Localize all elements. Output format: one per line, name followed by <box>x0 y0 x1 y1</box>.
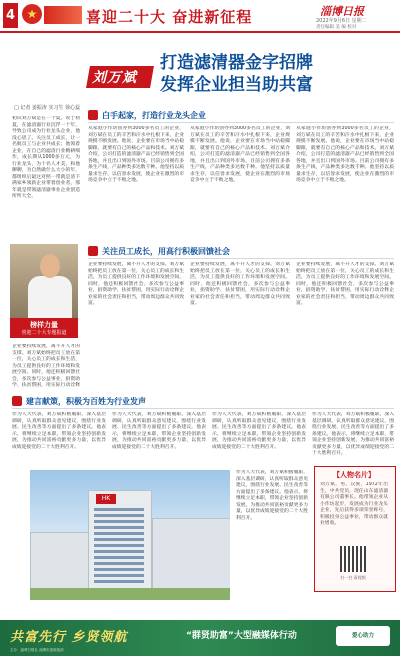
section-2-body-left: 企业要持续发展，离不开人才的支撑。刘万斌始终把员工放在第一位，关心员工的成长和生活，为员工提供良好的工作环境和发展空间。同时，他还积极回馈社会，多次参与公益事业，捐资助学、扶贫帮困，用实际行动诠释 <box>12 344 80 388</box>
byline: □ 记者 姜振涛 实习生 徐心蕊 <box>14 105 81 111</box>
person-head <box>40 254 60 278</box>
section-3-title: 建言献策，积极为百姓为行业发声 <box>26 397 146 406</box>
section-3-icon <box>12 396 22 406</box>
building-left <box>30 532 90 592</box>
section-3-body-col3: 作为人大代表，刘万斌积极履职，深入基层调研，认真听取群众意见建议，围绕行业发展、民生改善等方面提出了多条建议。他表示，将继续立足本职，带领企业坚持创新发展，为推动共同富裕贡献更多力量，以优异成绩迎接党的二十大胜利召开。 <box>212 412 306 450</box>
editor-line: 责任编辑 美 编 校对 <box>316 25 357 30</box>
section-1-icon <box>88 110 98 120</box>
header-rule <box>0 31 400 33</box>
company-building-photo <box>30 470 230 600</box>
person-name-kicker: 刘万斌 <box>92 70 137 86</box>
section-2-body-col2: 企业要持续发展，离不开人才的支撑。刘万斌始终把员工放在第一位，关心员工的成长和生活，为员工提供良好的工作环境和发展空间。同时，他还积极回馈社会，多次参与公益事业，捐资助学、扶贫帮困，用实际行动诠释企业家的社会责任和担当，带动周边群众共同致富。 <box>190 262 290 306</box>
building-right <box>152 518 230 592</box>
section-2-title: 关注员工成长，用高行积极回馈社会 <box>102 247 230 256</box>
section-2-icon <box>88 246 98 256</box>
profile-title: 【人物名片】 <box>333 471 375 479</box>
profile-body: 刘万斌，男，汉族，1972年出生，中共党员，现任山东滤清器有限公司董事长。他带领企业从小作坊起步，发展成为行业龙头企业，先后获得多项荣誉称号，积极投身公益事业，带动群众就业增收。 <box>320 482 388 526</box>
section-3-rule <box>12 408 394 409</box>
section-3-body-col4: 作为人大代表，刘万斌积极履职，深入基层调研，认真听取群众意见建议，围绕行业发展、民生改善等方面提出了多条建议。他表示，将继续立足本职，带领企业坚持创新发展，为推动共同富裕贡献更多力量，以优异成绩迎接党的二十大胜利召开。 <box>312 412 394 456</box>
section-3-body-col2: 作为人大代表，刘万斌积极履职，深入基层调研，认真听取群众意见建议，围绕行业发展、民生改善等方面提出了多条建议。他表示，将继续立足本职，带领企业坚持创新发展，为推动共同富裕贡献更多力量，以优异成绩迎接党的二十大胜利召开。 <box>112 412 206 450</box>
lead-paragraph: 初识刘万斌是在一个夏，说于初夏，在滤清器行业沉浮一十年，导致公司成为行业龙头企业，他没心思了。关注员工成长，让一名航员工与企业共成长；他领着企业，在自己的滤清行业精耕细作，成长期从1000多万元，为行业龙头，为十名人才美，和他聊聊，为自然做什么大小的年，都组织后最这对照一带就是清下满家乡领新企业带着创业者，那年就是带领滤清器事业企业创造所所大全。 <box>12 116 80 199</box>
red-flag-icon <box>44 6 82 24</box>
section-1-title: 白手起家，打造行业龙头企业 <box>102 111 206 120</box>
section-1-body-col3: 从家庭小作坊创办到3000多名员工的企业，刘万斌在员工的辛苦和汗水中扎根下来，企业规模不断发展。他说，企业要在市场当中站稳脚跟，就要有自己的核心产品和技术。刘万斌介绍，公司打造的滤清器产品已经销售到全国各地，并且出口到国外市场。目前公司拥有多条生产线，产品种类多达数千种。他坚持以质量求生存，以信誉求发展，使企业在激烈的市场竞争中立于不败之地。 <box>296 126 394 183</box>
footer-logo: 爱心助力 <box>336 626 390 646</box>
section-2-body-col1: 企业要持续发展，离不开人才的支撑。刘万斌始终把员工放在第一位，关心员工的成长和生活，为员工提供良好的工作环境和发展空间。同时，他还积极回馈社会，多次参与公益事业，捐资助学、扶贫帮困，用实际行动诠释企业家的社会责任和担当，带动周边群众共同致富。 <box>88 262 184 306</box>
section-1-body-col1: 从家庭小作坊创办到3000多名员工的企业，刘万斌在员工的辛苦和汗水中扎根下来，企业规模不断发展。他说，企业要在市场当中站稳脚跟，就要有自己的核心产品和技术。刘万斌介绍，公司打造的滤清器产品已经销售到全国各地，并且出口到国外市场。目前公司拥有多条生产线，产品种类多达数千种。他坚持以质量求生存，以信誉求发展，使企业在激烈的市场竞争中立于不败之地。 <box>88 126 184 183</box>
footer-slogan: 共富先行 乡贤领航 <box>10 630 128 645</box>
qr-caption: 扫一扫 看视频 <box>340 575 366 580</box>
masthead: 淄博日报 <box>320 5 364 18</box>
headline-line-1: 打造滤清器金字招牌 <box>160 53 313 73</box>
portrait-caption-subtitle: 喜迎二十大专题报道 <box>21 330 67 336</box>
person-body <box>28 276 72 318</box>
section-1-rule <box>88 122 394 123</box>
company-logo-sign: HK <box>96 494 116 504</box>
section-3-body-col5: 作为人大代表，刘万斌积极履职，深入基层调研，认真听取群众意见建议，围绕行业发展、民生改善等方面提出了多条建议。他表示，将继续立足本职，带领企业坚持创新发展，为推动共同富裕贡献更多力量，以优异成绩迎接党的二十大胜利召开。 <box>236 470 308 521</box>
theme-title: 喜迎二十大 奋进新征程 <box>86 8 253 26</box>
issue-date: 2022年9月6日 星期二 <box>316 18 367 24</box>
footer-note: 主办：淄博日报社 淄博市委统战部 <box>10 648 64 652</box>
section-3-body-col1: 作为人大代表，刘万斌积极履职，深入基层调研，认真听取群众意见建议，围绕行业发展、民生改善等方面提出了多条建议。他表示，将继续立足本职，带领企业坚持创新发展，为推动共同富裕贡献更多力量，以优异成绩迎接党的二十大胜利召开。 <box>12 412 106 450</box>
page-number: 4 <box>3 3 18 28</box>
qr-code-icon[interactable] <box>340 546 366 572</box>
footer-campaign: “群贤助富”大型融媒体行动 <box>186 631 297 641</box>
tower-windows <box>94 508 144 586</box>
portrait-photo <box>10 244 78 318</box>
portrait-caption-title: 榜样力量 <box>30 321 58 329</box>
headline <box>160 52 313 96</box>
headline-line-2: 发挥企业担当助共富 <box>160 75 313 95</box>
section-1-body-col2: 从家庭小作坊创办到3000多名员工的企业，刘万斌在员工的辛苦和汗水中扎根下来，企业规模不断发展。他说，企业要在市场当中站稳脚跟，就要有自己的核心产品和技术。刘万斌介绍，公司打造的滤清器产品已经销售到全国各地，并且出口到国外市场。目前公司拥有多条生产线，产品种类多达数千种。他坚持以质量求生存，以信誉求发展，使企业在激烈的市场竞争中立于不败之地。 <box>190 126 290 183</box>
section-2-rule <box>88 258 394 259</box>
lawn <box>30 588 230 600</box>
party-emblem-icon: ★ <box>22 4 42 24</box>
section-2-body-col3: 企业要持续发展，离不开人才的支撑。刘万斌始终把员工放在第一位，关心员工的成长和生活，为员工提供良好的工作环境和发展空间。同时，他还积极回馈社会，多次参与公益事业，捐资助学、扶贫帮困，用实际行动诠释企业家的社会责任和担当，带动周边群众共同致富。 <box>296 262 394 306</box>
section-3-body-margin <box>12 470 28 610</box>
